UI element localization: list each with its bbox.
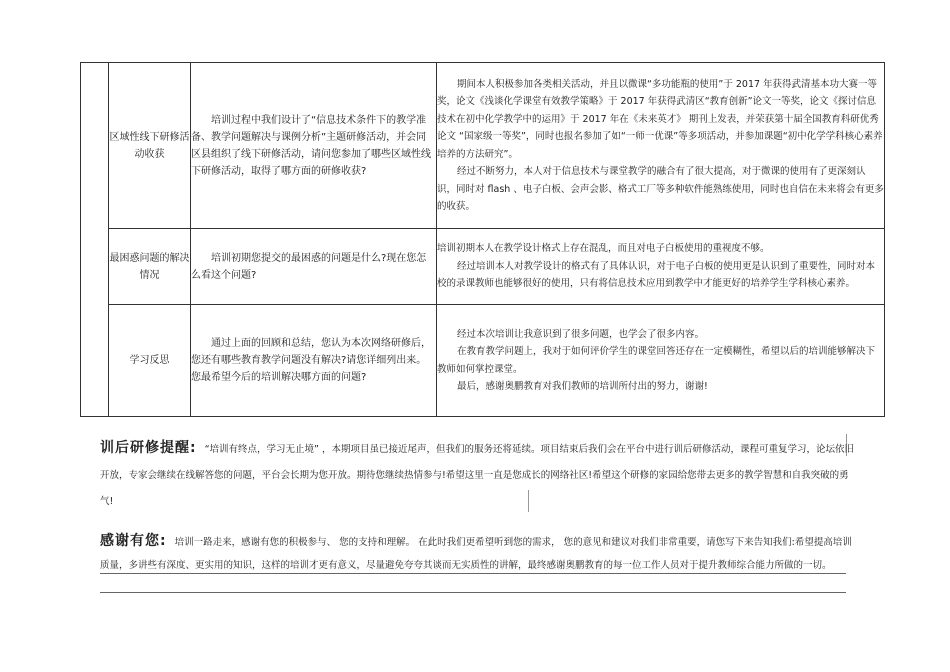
answer-paragraph: 在教育教学问题上，我对于如何评价学生的课堂回答还存在一定模糊性，希望以后的培训能够解决下教师如何掌控课堂。 [437, 346, 876, 375]
answer-paragraph: 最后，感谢奥鹏教育对我们教师的培训所付出的努力，谢谢! [457, 381, 708, 392]
post-training-reminder [100, 435, 860, 515]
divider [100, 592, 846, 593]
table-row [81, 305, 885, 417]
row-answer [437, 305, 885, 417]
row-label: 最困惑问题的解决情况 [109, 229, 191, 305]
divider [100, 573, 846, 574]
table-row [81, 63, 885, 229]
reminder-text: “培训有终点，学习无止境” ，本期项目虽已接近尾声，但我们的服务还将延续。项目结束后我们会在平台中进行训后研修活动，课程可重复学习，论坛依旧开放，专家会继续在线解答您的问题，平台会长期为您开放。期待您继续热情参与!希望这里一直是您成长的网络社区!希望这个研修的家园给您带去更多的教学智慧和自我突破的勇气! [100, 444, 854, 507]
answer-paragraph: 经过培训本人对教学设计的格式有了具体认识，对于电子白板的使用更是认识到了重要性，同时对本校的录课教师也能够很好的使用，只有将信息技术应用到教学中才能更好的培养学生学科核心素养。 [437, 260, 876, 290]
answer-paragraph: 培训初期本人在教学设计格式上存在混乱，而且对电子白板使用的重视度不够。 [437, 243, 770, 255]
thanks-section [100, 530, 860, 577]
answer-paragraph: 经过本次培训让我意识到了很多问题，也学会了很多内容。 [457, 328, 705, 340]
row-answer [437, 63, 885, 229]
thanks-title: 感谢有您: [100, 533, 167, 549]
reflection-table [80, 62, 885, 417]
row-question: 通过上面的回顾和总结，您认为本次网络研修后，您还有哪些教育教学问题没有解决?请您详细列出来。您最希望今后的培训解决哪方面的问题? [191, 305, 437, 417]
answer-paragraph: 经过不断努力，本人对于信息技术与课堂教学的融合有了很大提高，对于微课的使用有了更深刻认识，同时对 flash 、电子白板、会声会影、格式工厂等多种软件能熟练使用，同时也自信在未来将会有更多的收获。 [437, 166, 884, 212]
row-group-cell [81, 63, 109, 417]
row-answer [437, 229, 885, 305]
table-row [81, 229, 885, 305]
reminder-title: 训后研修提醒: [100, 440, 197, 456]
thanks-text: 培训一路走来，感谢有您的积极参与、 您的支持和理解。 在此时我们更希望听到您的需求， 您的意见和建议对我们非常重要，请您写下来告知我们:希望提高培训质量，多讲些有深度、更实用的知识，这样的培训才更有意义，尽量避免夸夸其谈而无实质性的讲解，最终感谢奥鹏教育的每一位工作人员对于提升教师综合能力所做的一切。 [100, 537, 852, 571]
answer-paragraph: 期间本人积极参加各类相关活动，并且以微课“多功能瓶的使用”于 2017 年获得武清基本功大赛一等奖，论文《浅谈化学课堂有效教学策略》于 2017 年获得武清区“教育创新”论文一等奖，论文《探讨信息技术在初中化学教学中的运用》于 2017 年在《未来英才》 期刊上发表，并荣获第十届全国教育科研优秀论文 “国家级一等奖”，同时也报名参加了如“一师一优课”等多项活动，并参加课题“初中化学学科核心素养培养的方法研究”。 [437, 78, 883, 160]
row-label: 区域性线下研修活动收获 [109, 63, 191, 229]
row-label: 学习反思 [109, 305, 191, 417]
row-question: 培训过程中我们设计了“信息技术条件下的教学准备、教学问题解决与课例分析”主题研修活动，并会同区县组织了线下研修活动，请问您参加了哪些区域性线下研修活动，取得了哪方面的研修收获? [191, 63, 437, 229]
row-question: 培训初期您提交的最困惑的问题是什么?现在您怎么看这个问题? [191, 229, 437, 305]
